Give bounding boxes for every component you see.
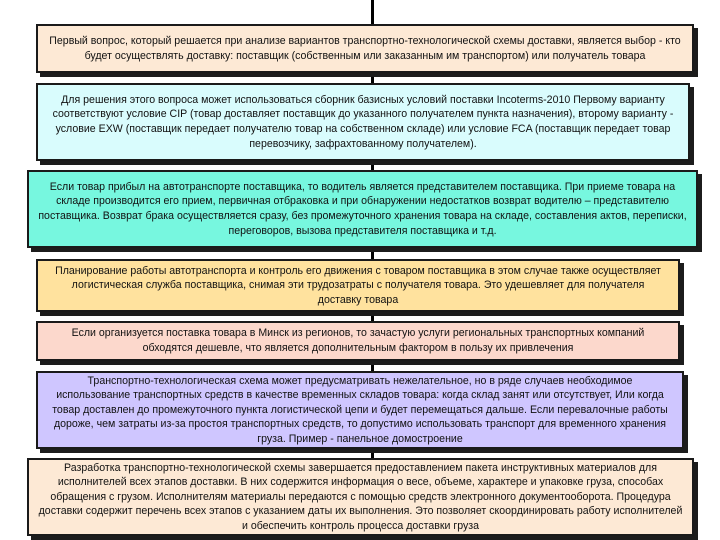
flow-box-1-text: Первый вопрос, который решается при анализе вариантов транспортно-технологической схемы доставки, является выбор - кто будет осуществлять доставку: поставщик (собственным или заказанным им транспортом) или получатель товара (49, 34, 681, 62)
flow-box-7 (27, 458, 694, 536)
flow-box-5 (36, 321, 680, 361)
flow-box-4 (36, 259, 680, 312)
flow-box-6 (36, 371, 684, 449)
flow-box-2 (36, 83, 690, 161)
flow-box-5-text: Если организуется поставка товара в Минск из регионов, то зачастую услуги региональных транспортных компаний обходятся дешевле, что является дополнительным фактором в пользу их привлечения (71, 327, 645, 354)
flow-box-4-text: Планирование работы автотранспорта и контроль его движения с товаром поставщика в этом случае также осуществляет логистическая служба поставщика, снимая эти трудозатраты с получателя товара. Это удешевляет для получателя доставку товара (55, 264, 661, 306)
flow-box-1 (36, 24, 694, 73)
flow-box-2-text: Для решения этого вопроса может использоваться сборник базисных условий поставки Incoterms-2010 Первому варианту соответствуют условие CIP (товар доставляет поставщик до указанного получателем пункта назначения), второму варианту - условие EXW (поставщик передает получателю товар на собственном складе) или условие FCA (поставщик передает товар перевозчику, зафрахтованному получателем). (52, 93, 674, 150)
flow-box-3-text: Если товар прибыл на автотранспорте поставщика, то водитель является представителем поставщика. При приеме товара на складе производится его прием, первичная отбраковка и при обнаружении недостатков возврат водителю – представителю поставщика. Возврат брака осуществляется сразу, без промежуточного хранения товара на складе, составления актов, переписки, переговоров, вызова представителя поставщика и т.д. (38, 180, 687, 237)
flow-box-6-text: Транспортно-технологическая схема может предусматривать нежелательное, но в ряде случаев необходимое использование транспортных средств в качестве временных складов товара: когда склад занят или отсутствует, Или когда товар доставлен до промежуточного пункта логистической цепи и будет перемещаться дальше. Если перевалочные работы дороже, чем затраты из-за простоя транспортных средств, то допустимо использовать транспорт для временного хранения груза. Пример - панельное домостроение (52, 374, 668, 445)
flow-box-7-text: Разработка транспортно-технологической схемы завершается предоставлением пакета инструктивных материалов для исполнителей всех этапов доставки. В них содержится информация о весе, объеме, характере и упаковке груза, способах обращения с грузом. Исполнителям материалы передаются с помощью средств электронного документооборота. Процедура доставки содержит перечень всех этапов с указанием даты их выполнения. Это позволяет скоординировать работу исполнителей и обеспечить контроль процесса доставки груза (38, 461, 683, 532)
flow-box-3 (27, 170, 698, 248)
